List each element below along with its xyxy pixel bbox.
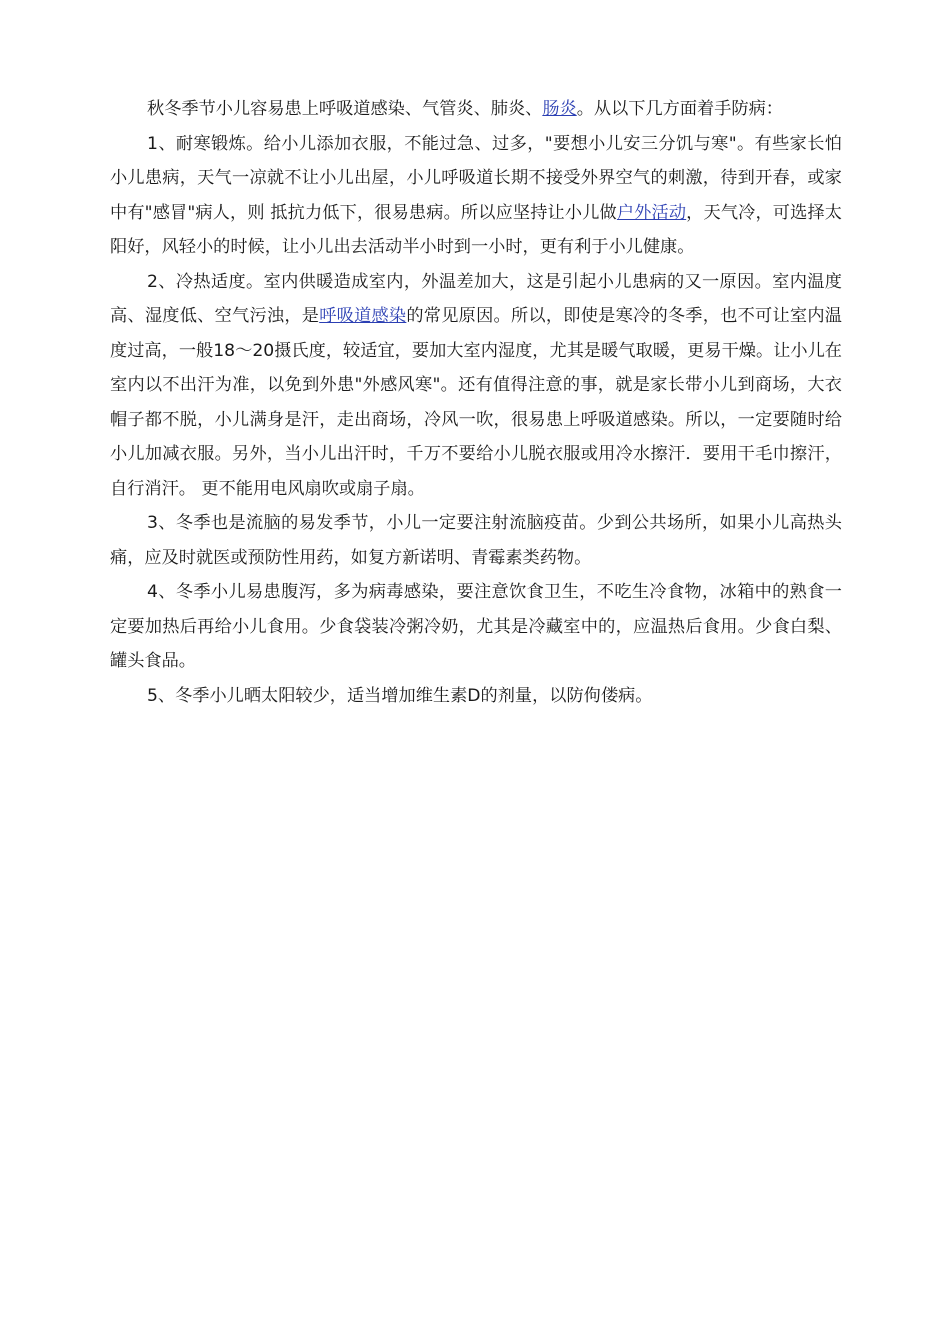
paragraph-temperature: [110, 265, 842, 507]
paragraph-meningitis: 3、冬季也是流脑的易发季节，小儿一定要注射流脑疫苗。少到公共场所，如果小儿高热头痛，应及时就医或预防性用药，如复方新诺明、青霉素类药物。: [110, 513, 842, 568]
link-respiratory-infection[interactable]: 呼吸道感染: [319, 306, 407, 326]
p1-text-before: 1、耐寒锻炼。给小儿添加衣服，不能过急、过多，"要想小儿安三分饥与寒"。有些家长怕小儿患病，天气一凉就不让小儿出屋，小儿呼吸道长期不接受外界空气的刺激，待到开春，或家中有"感冒"病人，则 抵抗力低下，很易患病。所以应坚持让小儿做: [110, 133, 842, 223]
intro-text-after: 。从以下几方面着手防病：: [576, 99, 783, 119]
p2-text-before: 2、冷热适度。室内供暖造成室内，外温差加大，这是引起小儿患病的又一原因。室内温度高、湿度低、空气污浊，是: [110, 271, 842, 326]
p1-text-after: ，天气冷，可选择太阳好，风轻小的时候，让小儿出去活动半小时到一小时，更有利于小儿健康。: [110, 202, 842, 257]
paragraph-vitamin-d: 5、冬季小儿晒太阳较少，适当增加维生素D的剂量，以防佝偻病。: [147, 685, 653, 706]
intro-text-before: 秋冬季节小儿容易患上呼吸道感染、气管炎、肺炎、: [147, 99, 543, 119]
intro-paragraph: [110, 92, 842, 127]
p2-text-after: 的常见原因。所以，即使是寒冷的冬季，也不可让室内温度过高，一般18～20摄氏度，较适宜，要加大室内湿度，尤其是暖气取暖，更易干燥。让小儿在室内以不出汗为准，以免到外患"外感风寒"。还有值得注意的事，就是家长带小儿到商场，大衣帽子都不脱，小儿满身是汗，走出商场，冷风一吹，很易患上呼吸道感染。所以，一定要随时给小儿加减衣服。另外，当小儿出汗时，千万不要给小儿脱衣服或用冷水擦汗．要用干毛巾擦汗，自行消汗。 更不能用电风扇吹或扇子扇。: [110, 306, 842, 499]
link-outdoor-activity[interactable]: 户外活动: [616, 202, 687, 223]
document-page: [110, 92, 842, 713]
paragraph-diarrhea: 4、冬季小儿易患腹泻，多为病毒感染，要注意饮食卫生，不吃生冷食物，冰箱中的熟食一定要加热后再给小儿食用。少食袋装冷粥冷奶，尤其是冷藏室中的，应温热后食用。少食白梨、罐头食品。: [110, 582, 842, 671]
link-enteritis[interactable]: 肠炎: [542, 99, 577, 119]
paragraph-cold-training: [110, 127, 842, 265]
